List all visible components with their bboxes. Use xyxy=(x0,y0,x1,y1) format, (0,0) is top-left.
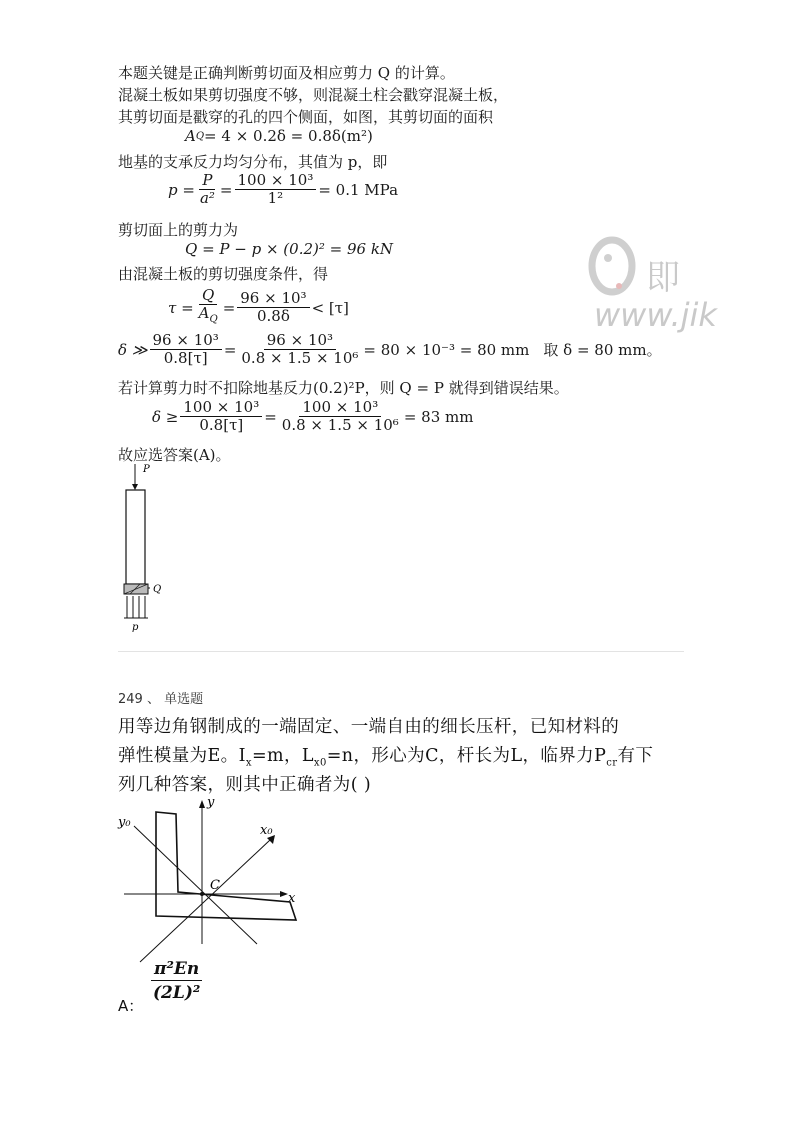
watermark-text-url: www.jik xyxy=(594,296,717,334)
eq-area-rhs: = 4 × 0.2δ = 0.8δ(m²) xyxy=(204,127,373,145)
question-line-2-part-a: 弹性模量为E。I xyxy=(118,746,246,766)
eq-d1-num: 96 × 10³ xyxy=(150,332,222,350)
eq-tau-den2: 0.8δ xyxy=(256,307,290,325)
eq-d1-lhs: δ ≫ xyxy=(118,340,148,359)
column-body xyxy=(126,490,145,584)
fig-label-y: y xyxy=(207,795,215,810)
fig-label-p-bottom: p xyxy=(132,622,139,633)
eq-d2-frac2 xyxy=(279,399,402,434)
solution-paragraph-4: 由混凝土板的剪切强度条件，得 xyxy=(118,265,329,283)
eq-p-frac2 xyxy=(235,172,317,207)
eq-tau-lhs: τ = xyxy=(168,298,194,317)
watermark-logo-icon xyxy=(592,240,632,292)
eq-tau-num2: 96 × 10³ xyxy=(237,290,309,308)
equation-delta-1: δ ≫ $\frac{\text{96 × 10³}}{0.8[\tau]}$ = $\frac{\text{96 × 10³}}{\text{0.8 × 1.5 × 10⁶}}$ = 80 × 10⁻³ = 80 mm 取 δ = 80 mm。 xyxy=(118,331,662,367)
solution-paragraph-1a: 混凝土板如果剪切强度不够，则混凝土柱会戳穿混凝土板， xyxy=(118,86,509,104)
eq-d2-den: 0.8[τ] xyxy=(199,416,244,434)
question-header: 249 、 单选题 xyxy=(118,692,204,707)
option-a-numerator: π²En xyxy=(151,958,202,981)
equation-tau: τ = $\frac{Q}{A_Q}$ = $\frac{\text{96 × 10³}}{0.8\delta}$ < [τ] xyxy=(168,287,349,328)
eq-area-sub: Q xyxy=(195,130,205,142)
solution-paragraph-5: 若计算剪力时不扣除地基反力(0.2)²P，则 Q = P 就得到错误结果。 xyxy=(118,379,569,397)
solution-paragraph-1b: 其剪切面是戳穿的孔的四个侧面，如图，其剪切面的面积 xyxy=(118,108,494,126)
equation-shear-area xyxy=(185,127,373,145)
eq-p-num: P xyxy=(199,172,215,190)
eq-tau-den: A xyxy=(198,304,210,322)
eq-d2-frac1 xyxy=(180,399,262,434)
eq-p-num2: 100 × 10³ xyxy=(235,172,317,190)
section-divider xyxy=(118,651,684,652)
eq-d1-den2: 0.8 × 1.5 × 10⁶ xyxy=(241,349,359,367)
solution-intro: 本题关键是正确判断剪切面及相应剪力 Q 的计算。 xyxy=(118,64,455,82)
eq-p-den: a² xyxy=(199,189,215,207)
option-a-denominator: (2L)² xyxy=(153,983,201,1003)
eq-d1-num2: 96 × 10³ xyxy=(264,332,336,350)
eq-p-den2: 1² xyxy=(267,189,284,207)
angle-section-figure xyxy=(112,790,312,945)
option-a-formula xyxy=(150,958,203,1005)
fig-label-p-top: P xyxy=(143,464,150,475)
solution-paragraph-2: 地基的支承反力均匀分布，其值为 p，即 xyxy=(118,153,388,171)
fig-label-x: x xyxy=(288,891,296,906)
option-a-label: A： xyxy=(118,997,144,1015)
question-sub-x0: x0 xyxy=(313,757,327,769)
eq-d2-den2: 0.8 × 1.5 × 10⁶ xyxy=(281,416,399,434)
question-line-2-part-c: =n，形心为C，杆长为L，临界力P xyxy=(326,746,607,766)
question-line-3: 列几种答案，则其中正确者为( ) xyxy=(118,775,372,795)
solution-conclusion: 故应选答案(A)。 xyxy=(118,446,231,464)
x0-axis xyxy=(140,840,270,962)
eq-p-frac1 xyxy=(197,172,218,207)
eq-tau-num: Q xyxy=(199,287,217,305)
fig-label-c: C xyxy=(210,878,220,893)
centroid-point xyxy=(200,892,204,896)
equation-delta-2: δ ≥ $\frac{\text{100 × 10³}}{0.8[\tau]}$ = $\frac{\text{100 × 10³}}{\text{0.8 × 1.5 × 10⁶}}$ = 83 mm xyxy=(152,398,474,434)
column-shear-figure xyxy=(112,460,172,632)
question-line-1: 用等边角钢制成的一端固定、一端自由的细长压杆，已知材料的 xyxy=(118,717,620,737)
eq-tau-den-sub: Q xyxy=(209,314,218,325)
eq-area-symbol: A xyxy=(185,127,196,145)
fig-label-x0: x₀ xyxy=(260,823,273,838)
eq-d1-frac2 xyxy=(238,332,361,367)
eq-d1-frac1 xyxy=(150,332,222,367)
y0-axis xyxy=(134,826,257,944)
equation-pressure: p = $\frac{P}{\text{a²}}$ = $\frac{\text{100 × 10³}}{\text{1²}}$ = 0.1 MPa xyxy=(168,171,399,207)
question-sub-x: x xyxy=(245,757,252,769)
eq-d2-lhs: δ ≥ xyxy=(152,407,179,426)
eq-d1-rhs: = 80 × 10⁻³ = 80 mm xyxy=(363,340,530,359)
solution-paragraph-3: 剪切面上的剪力为 xyxy=(118,221,239,239)
eq-p-lhs: p = xyxy=(168,180,195,199)
watermark-text-cn: 即 xyxy=(646,258,680,298)
eq-d2-num: 100 × 10³ xyxy=(180,399,262,417)
reaction-arrows xyxy=(124,596,148,618)
eq-d1-den: 0.8[τ] xyxy=(163,349,208,367)
fig-label-y0: y₀ xyxy=(118,815,131,830)
question-line-2-part-b: =m，L xyxy=(251,746,314,766)
eq-d1-tail: 取 δ = 80 mm。 xyxy=(543,341,662,359)
eq-tau-frac1 xyxy=(196,287,221,328)
eq-tau-frac2 xyxy=(237,290,309,325)
load-arrowhead xyxy=(132,484,138,490)
angle-steel-outline xyxy=(156,812,296,920)
fig-label-q: Q xyxy=(153,584,162,595)
question-line-2-part-d: 有下 xyxy=(617,746,654,766)
equation-shear-force: Q = P − p × (0.2)² = 96 kN xyxy=(185,240,394,258)
question-line-2 xyxy=(118,742,653,769)
watermark-logo xyxy=(586,234,638,298)
option-a[interactable] xyxy=(118,958,278,1018)
eq-d2-rhs: = 83 mm xyxy=(403,407,474,426)
eq-tau-rhs: < [τ] xyxy=(311,298,349,317)
eq-d2-num2: 100 × 10³ xyxy=(299,399,381,417)
question-sub-cr: cr xyxy=(606,757,618,769)
eq-p-rhs: = 0.1 MPa xyxy=(318,180,399,199)
